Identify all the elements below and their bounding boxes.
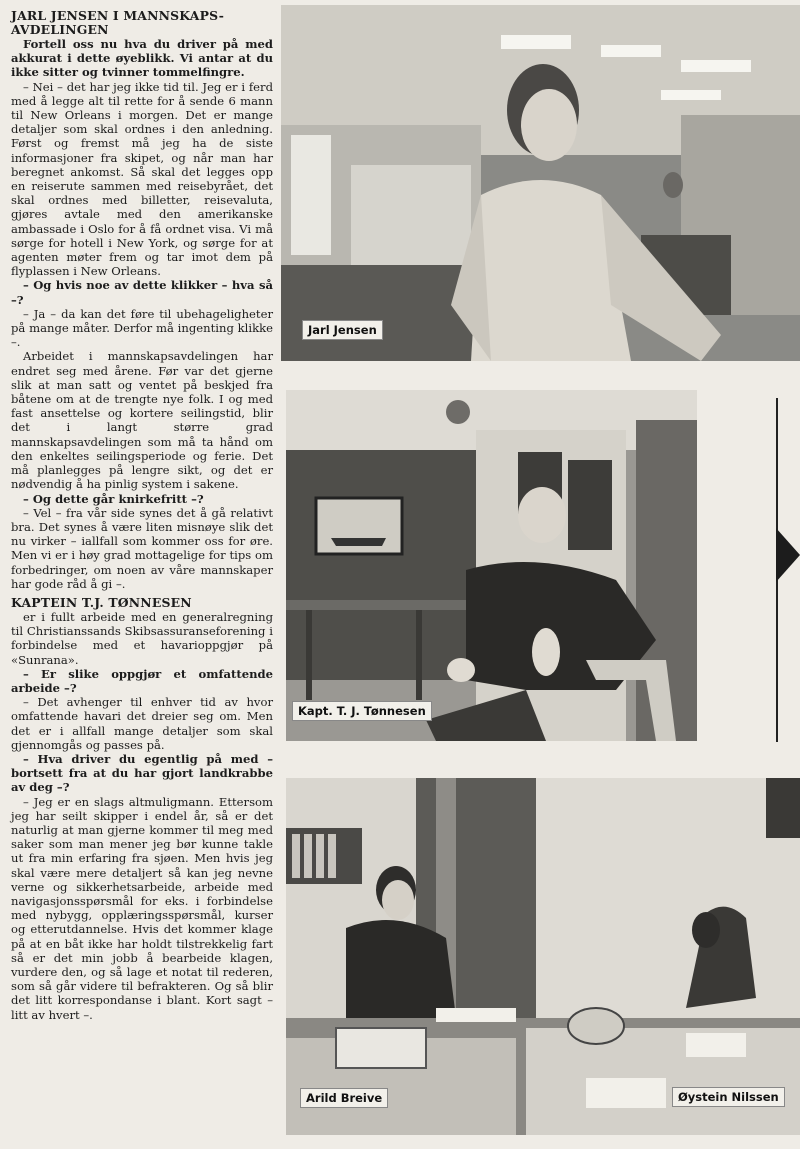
paragraph: – Det avhenger til enhver tid av hvor omfattende havari det dreier seg om. Men det er i allfall mange detaljer som skal gjennomgås og passes på. bbox=[11, 695, 273, 752]
section-heading-jarl-jensen: JARL JENSEN I MANNSKAPS-AVDELINGEN bbox=[11, 8, 225, 37]
interview-question: – Og dette går knirkefritt –? bbox=[23, 491, 204, 506]
caption-tonnesen: Kapt. T. J. Tønnesen bbox=[292, 701, 432, 721]
caption-arild-breive: Arild Breive bbox=[300, 1088, 388, 1108]
article-column bbox=[11, 9, 273, 1022]
photo-jarl-jensen bbox=[281, 5, 800, 361]
caption-jarl-jensen: Jarl Jensen bbox=[302, 320, 383, 340]
interview-question: – Og hvis noe av dette klikker – hva så –? bbox=[11, 278, 273, 307]
paragraph: – Nei – det har jeg ikke tid til. Jeg er i ferd med å legge alt til rette for å sende 6 mann til New Orleans i morgen. Det er mange detaljer som skal ordnes i den anledning. Først og fremst må jeg ha de siste informasjoner fra skipet, og når man har beregnet ankomst. Så skal det legges opp en reiserute sammen med reisebyrået, det skal ordnes med billetter, reisevaluta, gjøres avtale med den amerikanske ambassade i Oslo for å få ordnet visa. Vi må sørge for hotell i New York, og sørge for at agenten møter frem og tar imot dem på flyplassen i New Orleans. bbox=[11, 79, 273, 279]
section-heading-tonnesen: KAPTEIN T.J. TØNNESEN bbox=[11, 594, 192, 610]
paragraph: – Ja – da kan det føre til ubehageligheter på mange måter. Derfor må ingenting klikke –. bbox=[11, 306, 273, 350]
captain-photo-image bbox=[286, 390, 697, 741]
paragraph: Arbeidet i mannskapsavdelingen har endret seg med årene. Før var det gjerne slik at man satt og ventet på beskjed fra båtene om at de trengte nye folk. I og med fast ansettelse og kortere seilingstid, blir det i langt større grad mannskapsavdelingen som må ta hånd om den enkeltes seilingsperiode og ferie. Det må planlegges på lengre sikt, og det er nødvendig å ha pinlig system i sakene. bbox=[11, 349, 273, 492]
office-desks-photo-image bbox=[286, 778, 800, 1135]
interview-question: – Hva driver du egentlig på med – bortsett fra at du har gjort landkrabbe av deg –? bbox=[11, 751, 273, 795]
paragraph: – Jeg er en slags altmuligmann. Ettersom jeg har seilt skipper i endel år, så er det naturlig at man gjerne kommer til meg med saker som man mener jeg bør kunne takle ut fra min erfaring fra sjøen. Men hvis jeg skal være mere detaljert så kan jeg nevne verne og sikkerhetsarbeide, arbeide med navigasjonsspørsmål for eks. i forbindelse med nybygg, opplæringsspørsmål, kurser og etterutdannelse. Hvis det kommer klage på at en båt ikke har holdt tilstrekkelig fart så er det min jobb å bearbeide klagen, vurdere den, og så lage et notat til rederen, som så går videre til befrakteren. Og så blir det litt korrespondanse i blant. Kort sagt – litt av hvert –. bbox=[11, 794, 273, 1022]
arrow-right-icon bbox=[776, 528, 800, 582]
paragraph: er i fullt arbeide med en generalregning til Christianssands Skibsassuranseforening i forbindelse med et havarioppgjør på «Sunrana». bbox=[11, 609, 273, 667]
interview-question: – Er slike oppgjør et omfattende arbeide –? bbox=[11, 666, 273, 695]
office-photo-image bbox=[281, 5, 800, 361]
photo-tonnesen bbox=[286, 390, 697, 741]
lead-question: Fortell oss nu hva du driver på med akkurat i dette øyeblikk. Vi antar at du ikke sitter og tvinner tommelfingre. bbox=[11, 37, 273, 80]
photo-breive-nilssen bbox=[286, 778, 800, 1135]
paragraph: – Vel – fra vår side synes det å gå relativt bra. Det synes å være liten misnøye slik det nu virker – iallfall som kommer oss for øre. Men vi er i høy grad mottagelige for tips om forbedringer, om noen av våre mannskaper har gode råd å gi –. bbox=[11, 505, 273, 591]
caption-oystein-nilssen: Øystein Nilssen bbox=[672, 1087, 785, 1107]
